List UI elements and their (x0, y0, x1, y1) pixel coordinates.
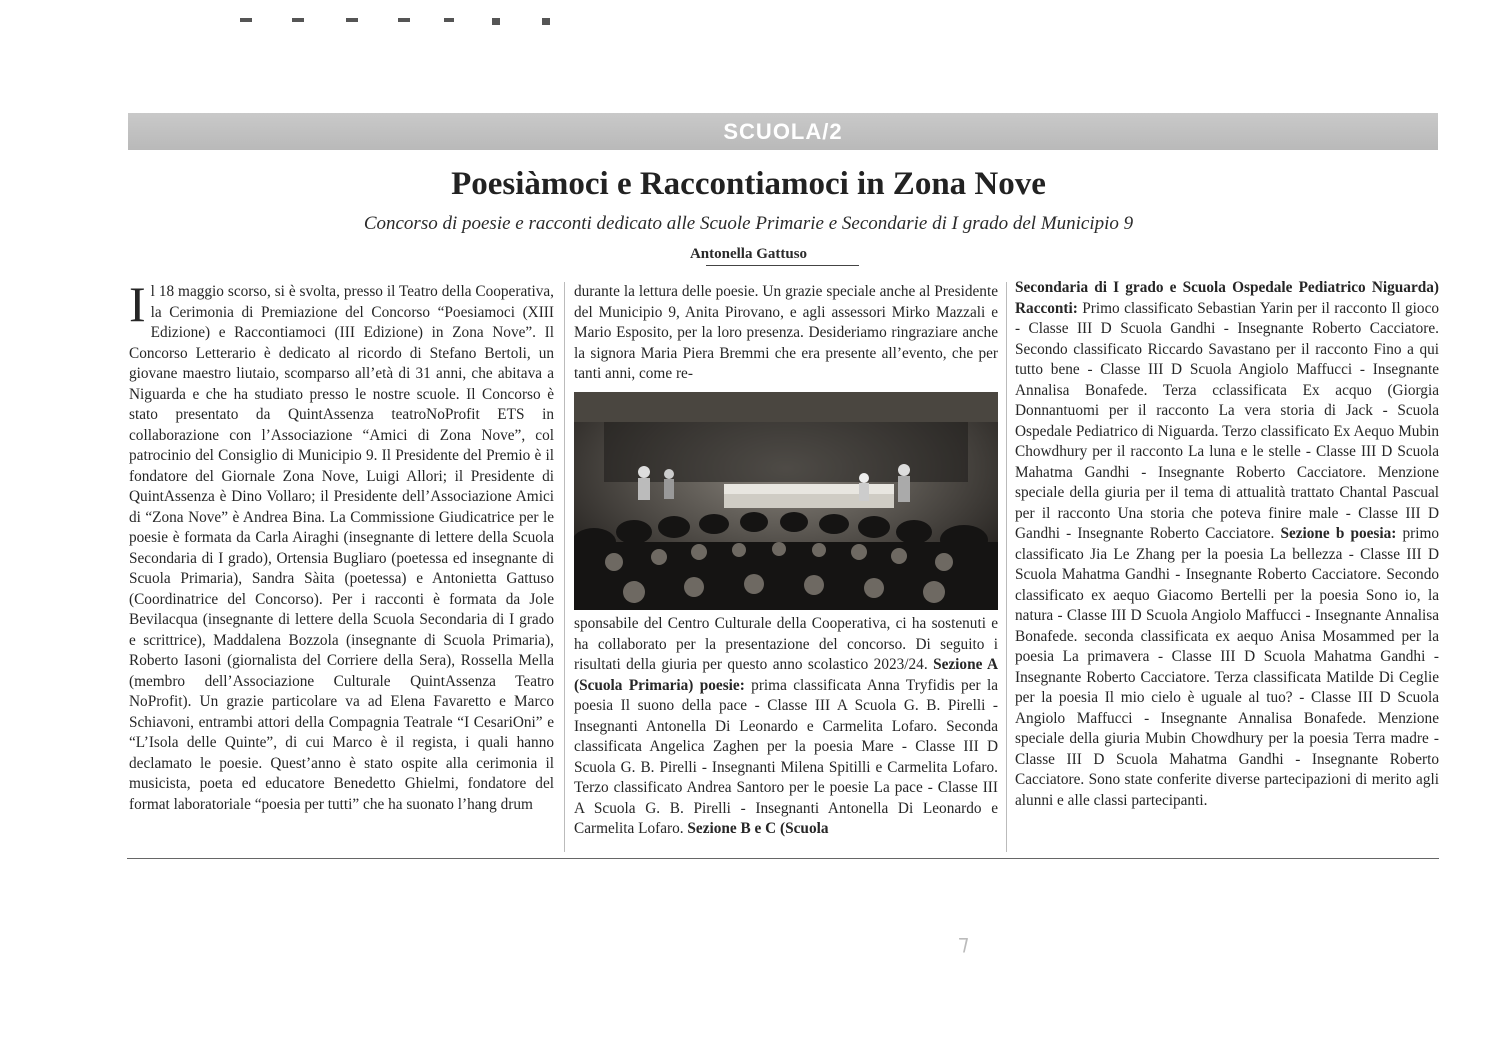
byline-underline (706, 265, 859, 266)
column-2-top-text: durante la lettura delle poesie. Un grazie speciale anche al Presidente del Municipio 9, Anita Pirovano, e agli assessori Mirko Mazzali e Mario Esposito, per la loro presenza. Desideriamo ringraziare anche la signora Maria Piera Bremmi che era presente all’evento, che per tanti anni, come re- (574, 283, 998, 382)
article-subtitle: Concorso di poesie e racconti dedicato alle Scuole Primarie e Secondarie di I grado del Municipio 9 (363, 213, 1134, 234)
racconti-heading: Secondaria di I grado e Scuola Ospedale Pediatrico Niguarda) Racconti: (1015, 279, 1439, 317)
column-1-text: l 18 maggio scorso, si è svolta, presso il Teatro della Cooperativa, la Cerimonia di Premiazione del Concorso “Poesiamoci (XIII Edizione) e Raccontiamoci (III Edizione) in Zona Nove”. Il Concorso Letterario è dedicato al ricordo di Stefano Bertoli, un giovane maestro liutaio, scomparso all’età di 31 anni, che abitava a Niguarda e che ha studiato presso le nostre scuole. Il Concorso è stato presentato da QuintAssenza teatroNoProfit ETS in collaborazione con l’Associazione “Amici di Zona Nove”, col patrocinio del Consiglio di Municipio 9. Il Presidente del Premio è il fondatore del Giornale Zona Nove, Luigi Allori; il Presidente di QuintAssenza è Dino Vollaro; il Presidente dell’Associazione Amici di “Zona Nove” è Andrea Bina. La Commissione Giudicatrice per le poesie è formata da Carla Airaghi (insegnante di lettere della Scuola Secondaria di I grado), Ortensia Bugliaro (poetessa ed insegnante di Scuola Primaria), Sandra Sàita (poetessa) e Antonietta Gattuso (Coordinatrice del Concorso). Per i racconti è formata da Jole Bevilacqua (insegnante di lettere della Scuola Secondaria di I grado e scrittrice), Maddalena Bozzola (insegnante di Scuola Primaria), Roberto Iasoni (giornalista del Corriere della Sera), Rossella Mella (membro dell’Associazione Culturale QuintAssenza Teatro NoProfit). Un grazie particolare va ad Elena Favaretto e Marco Schiavoni, entrambi attori della Compagnia Teatrale “I CesariOni” e “L’Isola delle Quinte”, di cui Marco è il regista, i quali hanno declamato le poesie. Quest’anno è stato ospite alla cerimonia il musicista, poeta ed educatore Benedetto Ghielmi, fondatore del format laboratoriale “poesia per tutti” che ha suonato l’hang drum (129, 283, 554, 813)
article-column-2-top (574, 282, 998, 385)
section-header-bar (128, 113, 1438, 150)
column-3-text-2: primo classificato Jia Le Zhang per la poesia La bellezza - Classe III D Scuola Mahatma Gandhi - Insegnante Roberto Cacciatore. Secondo classificato ex aequo Giacomo Bertelli per la poesia Sono io, la natura - Classe III D Scuola Angiolo Maffucci - Insegnante Annalisa Bonafede. seconda classificata ex aequo Anisa Mosammed per la poesia La primavera - Classe III D Scuola Mahatma Gandhi - Insegnante Roberto Cacciatore. Terza classificata Matilde Di Ceglie per la poesia Il mio cielo è uguale al tuo? - Classe III D Scuola Angiolo Maffucci - Insegnante Annalisa Bonafede. Menzione speciale della giuria Mubin Chowdhury per la poesia Terra madre - Classe III D Scuola Mahatma Gandhi - Insegnante Roberto Cacciatore. Sono state conferite diverse partecipazioni di merito agli alunni e alle classi partecipanti. (1015, 525, 1439, 809)
scan-artifact-marks (240, 16, 560, 26)
column-2-bottom-text-2: prima classificata Anna Tryfidis per la poesia Il suono della pace - Classe III A Scuola G. B. Pirelli - Insegnanti Antonella Di Leonardo e Carmelita Lofaro. Seconda classificata Angelica Zaghen per la poesia Mare - Classe III D Scuola G. B. Pirelli - Insegnanti Milena Spitilli e Carmelita Lofaro. Terzo classificato Andrea Santoro per le poesie La pace - Classe III A Scuola G. B. Pirelli - Insegnanti Antonella Di Leonardo e Carmelita Lofaro. (574, 676, 999, 837)
ceremony-photo (574, 392, 998, 610)
article-column-1 (129, 276, 554, 815)
article-author: Antonella Gattuso (689, 246, 808, 262)
column-2-bottom-text-1: sponsabile del Centro Culturale della Cooperativa, ci ha sostenuti e ha collaborato per la presentazione del concorso. Di seguito i risultati della giuria per questo anno scolastico 2023/24. (574, 615, 998, 673)
column-divider-2 (1006, 282, 1007, 852)
section-a-heading: Sezione A (Scuola Primaria) poesie: (574, 656, 999, 694)
section-label: SCUOLA/2 (723, 119, 843, 144)
drop-cap: I (129, 276, 146, 332)
column-divider-1 (564, 282, 565, 852)
section-b-c-heading: Sezione B e C (Scuola (687, 820, 829, 837)
article-bottom-rule (127, 858, 1439, 859)
scan-smudge: ⁊ (958, 930, 969, 955)
column-3-text-1: Primo classificato Sebastian Yarin per il racconto Il gioco - Classe III D Scuola Gandhi - Insegnante Roberto Cacciatore. Secondo classificato Riccardo Savastano per il racconto Fino a qui tutto bene - Classe III D Scuola Angiolo Maffucci - Insegnante Annalisa Bonafede. Terza cclassificata Ex acquo (Giorgia Donnantuomi per il racconto La vera storia di Jack - Scuola Ospedale Pediatrico di Niguarda. Terzo classificato Ex Aequo Mubin Chowdhury per il racconto La luna e le stelle - Classe III D Scuola Mahatma Gandhi - Insegnante Roberto Cacciatore. Menzione speciale della giuria per il tema di attualità trattato Chantal Pascual per il racconto Una storia che poteva finire male - Classe III D Gandhi - Insegnante Roberto Cacciatore. (1015, 299, 1440, 542)
article-column-3 (1015, 278, 1439, 811)
article-title: Poesiàmoci e Raccontiamoci in Zona Nove (451, 166, 1046, 202)
article-column-2-bottom (574, 614, 998, 840)
section-b-poesia-heading: Sezione b poesia: (1280, 525, 1397, 542)
